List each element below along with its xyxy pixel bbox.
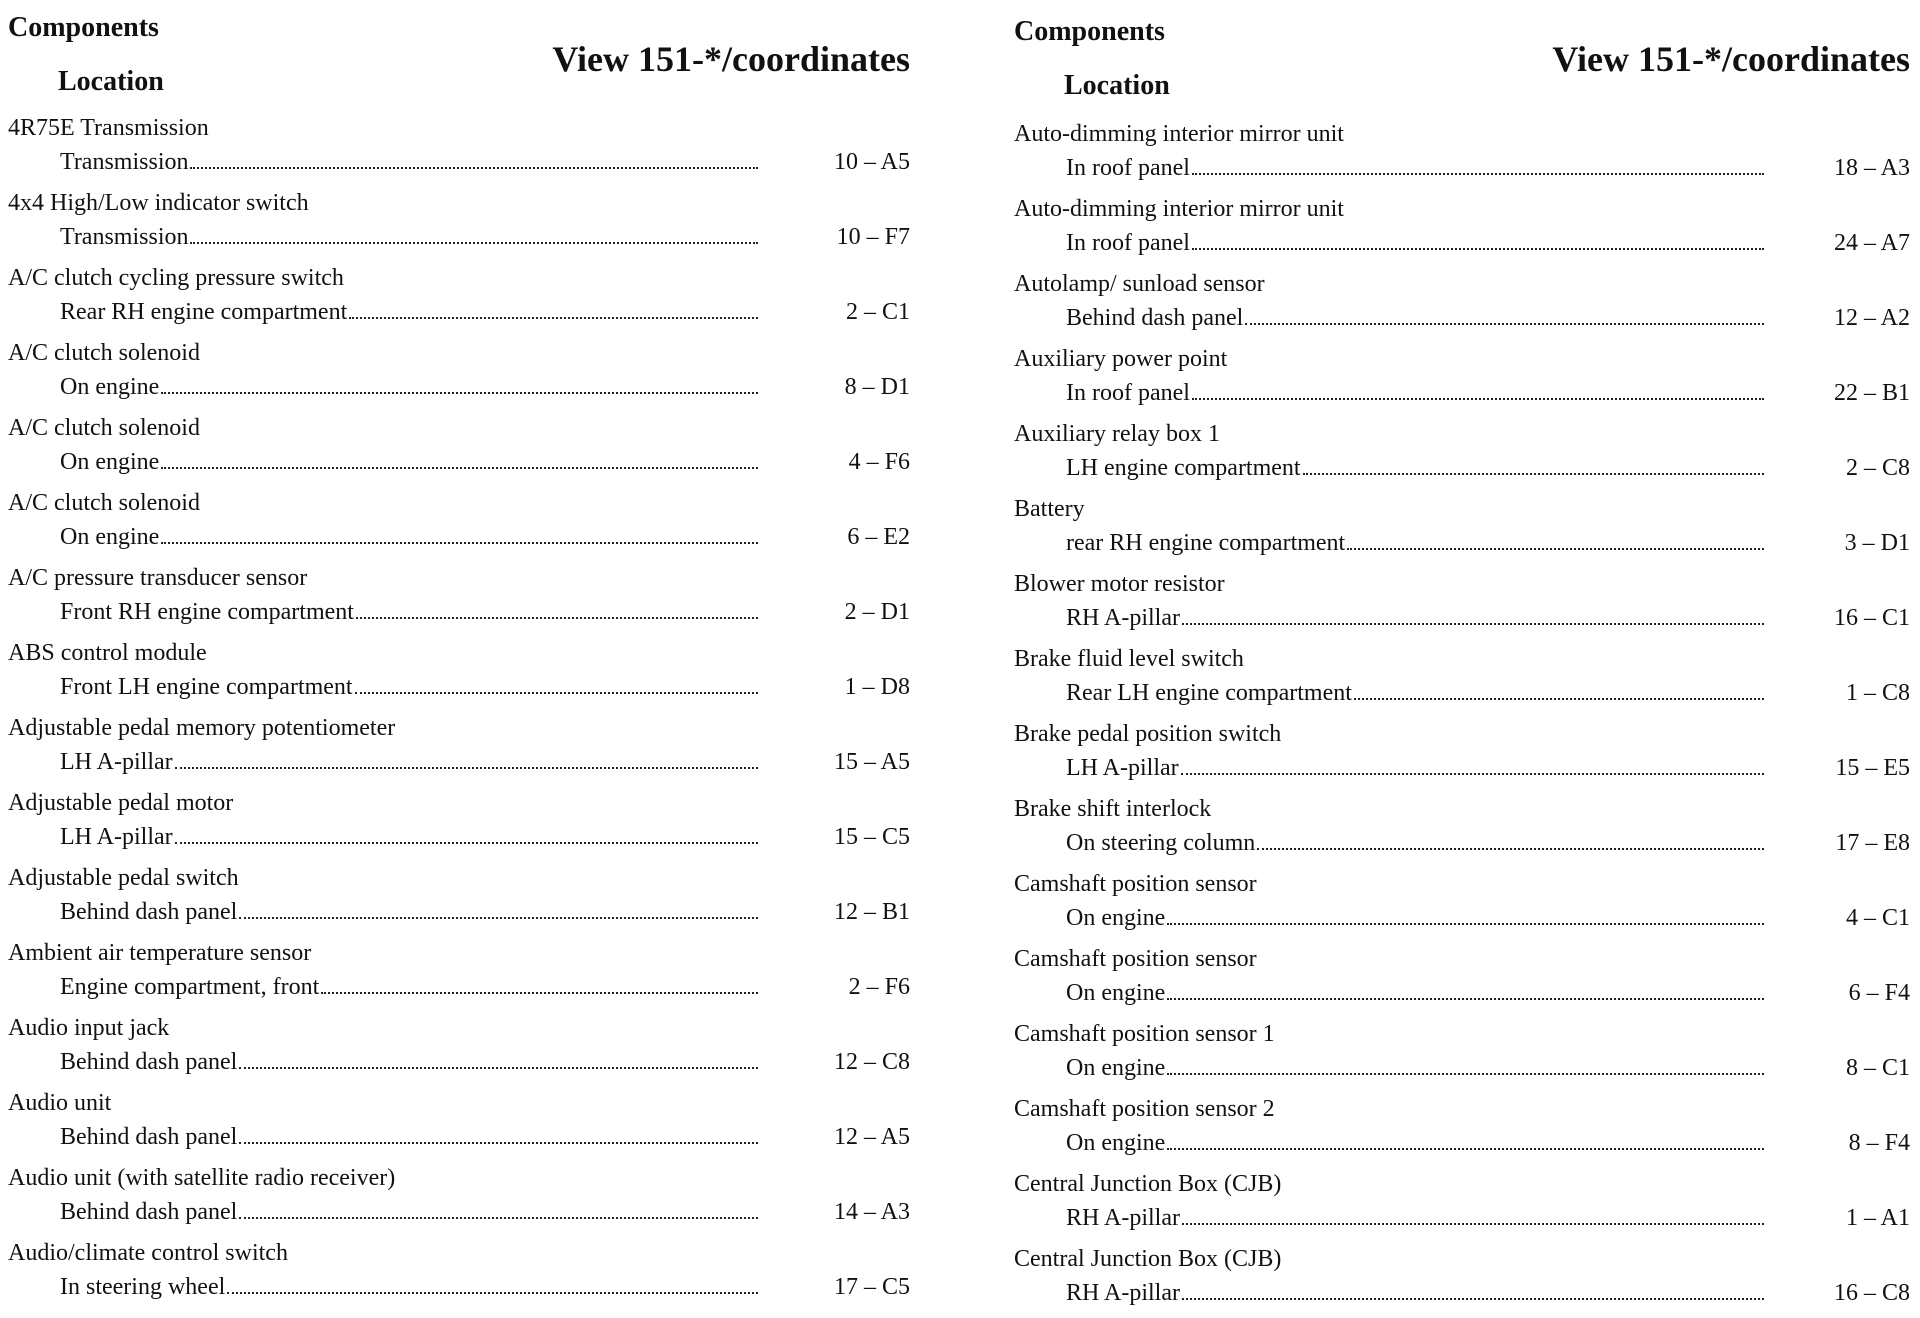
location-line [1066,1202,1766,1234]
component-name: Audio unit (with satellite radio receiver) [8,1165,396,1191]
dot-leader [1192,173,1764,175]
component-name: Central Junction Box (CJB) [1014,1171,1282,1197]
component-entry [1000,343,1920,418]
location-line [60,1121,760,1153]
component-location: On engine [1066,980,1166,1006]
location-line [60,296,760,328]
component-location: Front RH engine compartment [60,599,354,625]
component-name: Auto-dimming interior mirror unit [1014,196,1344,222]
component-entry [0,112,920,187]
dot-leader [1167,1073,1764,1075]
component-location: Rear RH engine compartment [60,299,348,325]
component-name: 4x4 High/Low indicator switch [8,190,309,216]
dot-leader [1192,398,1764,400]
component-location: In roof panel [1066,155,1190,181]
component-entry [1000,868,1920,943]
dot-leader [239,917,758,919]
component-location: LH engine compartment [1066,455,1301,481]
component-list [0,112,920,1312]
component-coordinates: 2 – C8 [1845,455,1910,481]
component-coordinates: 12 – B1 [833,899,910,925]
component-location: Behind dash panel [1066,305,1244,331]
dot-leader [1167,923,1764,925]
components-heading: Components [8,12,159,43]
location-line [60,446,760,478]
component-coordinates: 17 – C5 [833,1274,910,1300]
dot-leader [239,1067,758,1069]
component-location: RH A-pillar [1066,605,1180,631]
component-entry [1000,1018,1920,1093]
component-entry [1000,643,1920,718]
component-name: Central Junction Box (CJB) [1014,1246,1282,1272]
component-name: Adjustable pedal switch [8,865,239,891]
component-name: 4R75E Transmission [8,115,209,141]
dot-leader [1181,773,1764,775]
right-column [1000,0,1920,1312]
dot-leader [349,317,758,319]
location-line [60,1046,760,1078]
component-name: Audio unit [8,1090,112,1116]
component-coordinates: 1 – A1 [1845,1205,1910,1231]
component-entry [0,187,920,262]
component-coordinates: 24 – A7 [1833,230,1910,256]
component-name: Brake pedal position switch [1014,721,1282,747]
component-entry [1000,193,1920,268]
component-entry [0,262,920,337]
component-coordinates: 17 – E8 [1835,830,1910,856]
component-coordinates: 6 – E2 [847,524,910,550]
component-entry [0,787,920,862]
component-location: On engine [1066,905,1166,931]
component-name: Autolamp/ sunload sensor [1014,271,1265,297]
dot-leader [321,992,758,994]
component-coordinates: 16 – C1 [1833,605,1910,631]
component-coordinates: 14 – A3 [833,1199,910,1225]
component-location: In roof panel [1066,230,1190,256]
component-location: Front LH engine compartment [60,674,353,700]
location-line [1066,902,1766,934]
location-line [1066,1052,1766,1084]
components-heading: Components [1014,16,1165,47]
component-name: Ambient air temperature sensor [8,940,312,966]
dot-leader [355,692,758,694]
component-coordinates: 12 – A2 [1833,305,1910,331]
component-location: On engine [60,374,160,400]
location-line [1066,977,1766,1009]
component-location: Engine compartment, front [60,974,320,1000]
component-coordinates: 4 – F6 [848,449,910,475]
component-name: Camshaft position sensor [1014,946,1257,972]
dot-leader [239,1217,758,1219]
component-entry [1000,1243,1920,1318]
dot-leader [1303,473,1764,475]
dot-leader [1182,1223,1764,1225]
component-location: LH A-pillar [60,824,173,850]
view-coordinates-heading: View 151-*/coordinates [552,39,910,79]
component-coordinates: 2 – C1 [845,299,910,325]
location-line [1066,152,1766,184]
component-name: A/C clutch cycling pressure switch [8,265,344,291]
component-entry [0,1162,920,1237]
dot-leader [356,617,758,619]
component-entry [0,712,920,787]
component-entry [0,1237,920,1312]
component-entry [1000,268,1920,343]
component-entry [1000,943,1920,1018]
location-line [1066,227,1766,259]
location-line [60,671,760,703]
component-coordinates: 2 – F6 [848,974,910,1000]
component-location: LH A-pillar [1066,755,1179,781]
component-name: A/C pressure transducer sensor [8,565,308,591]
component-name: Battery [1014,496,1085,522]
location-line [1066,1277,1766,1309]
component-coordinates: 10 – F7 [836,224,910,250]
dot-leader [175,767,758,769]
component-entry [1000,568,1920,643]
component-name: A/C clutch solenoid [8,340,200,366]
location-line [1066,677,1766,709]
location-line [1066,452,1766,484]
component-location: Transmission [60,149,189,175]
component-coordinates: 1 – C8 [1845,680,1910,706]
component-coordinates: 12 – C8 [833,1049,910,1075]
location-heading: Location [58,66,164,97]
component-entry [1000,118,1920,193]
location-line [60,521,760,553]
component-location: On engine [1066,1130,1166,1156]
component-name: A/C clutch solenoid [8,415,200,441]
component-location: rear RH engine compartment [1066,530,1346,556]
dot-leader [1257,848,1764,850]
dot-leader [190,167,758,169]
component-location: Behind dash panel [60,1124,238,1150]
dot-leader [1347,548,1764,550]
component-entry [0,337,920,412]
location-line [60,746,760,778]
component-coordinates: 15 – A5 [833,749,910,775]
component-name: Brake shift interlock [1014,796,1212,822]
component-name: Brake fluid level switch [1014,646,1244,672]
component-entry [1000,1093,1920,1168]
location-line [1066,302,1766,334]
dot-leader [1167,998,1764,1000]
component-name: Camshaft position sensor 2 [1014,1096,1275,1122]
component-name: Camshaft position sensor 1 [1014,1021,1275,1047]
left-column [0,0,920,1312]
component-entry [0,1012,920,1087]
component-name: Blower motor resistor [1014,571,1225,597]
component-entry [1000,493,1920,568]
component-coordinates: 10 – A5 [833,149,910,175]
component-entry [1000,1168,1920,1243]
location-line [60,1271,760,1303]
location-line [60,971,760,1003]
component-location: In steering wheel [60,1274,226,1300]
dot-leader [1182,1298,1764,1300]
component-coordinates: 8 – C1 [1845,1055,1910,1081]
dot-leader [175,842,758,844]
component-coordinates: 12 – A5 [833,1124,910,1150]
dot-leader [1167,1148,1764,1150]
component-entry [0,1087,920,1162]
component-location: Rear LH engine compartment [1066,680,1352,706]
component-coordinates: 6 – F4 [1848,980,1910,1006]
location-line [60,596,760,628]
component-name: Adjustable pedal memory potentiometer [8,715,396,741]
dot-leader [161,392,758,394]
component-name: ABS control module [8,640,207,666]
component-entry [0,487,920,562]
location-line [60,146,760,178]
location-line [60,221,760,253]
location-line [1066,377,1766,409]
component-location: On steering column [1066,830,1256,856]
component-coordinates: 8 – D1 [844,374,910,400]
dot-leader [161,542,758,544]
location-line [60,1196,760,1228]
component-name: Camshaft position sensor [1014,871,1257,897]
component-entry [0,562,920,637]
location-line [1066,1127,1766,1159]
component-entry [0,412,920,487]
location-line [60,821,760,853]
component-entry [0,637,920,712]
component-entry [0,862,920,937]
location-line [1066,827,1766,859]
location-line [1066,527,1766,559]
component-coordinates: 15 – E5 [1835,755,1910,781]
component-name: Audio input jack [8,1015,170,1041]
location-line [60,371,760,403]
component-coordinates: 15 – C5 [833,824,910,850]
component-location: RH A-pillar [1066,1280,1180,1306]
component-location: RH A-pillar [1066,1205,1180,1231]
dot-leader [1245,323,1764,325]
component-name: Auto-dimming interior mirror unit [1014,121,1344,147]
dot-leader [190,242,758,244]
component-location: Transmission [60,224,189,250]
component-location: On engine [60,524,160,550]
component-coordinates: 3 – D1 [1844,530,1910,556]
dot-leader [1192,248,1764,250]
dot-leader [227,1292,758,1294]
component-location: In roof panel [1066,380,1190,406]
component-name: Auxiliary power point [1014,346,1228,372]
component-coordinates: 22 – B1 [1833,380,1910,406]
component-name: Audio/climate control switch [8,1240,288,1266]
view-coordinates-heading: View 151-*/coordinates [1552,39,1910,79]
component-entry [1000,793,1920,868]
component-location: Behind dash panel [60,1049,238,1075]
component-location: LH A-pillar [60,749,173,775]
dot-leader [1182,623,1764,625]
component-coordinates: 2 – D1 [844,599,910,625]
component-entry [1000,718,1920,793]
component-coordinates: 4 – C1 [1845,905,1910,931]
component-entry [0,937,920,1012]
location-heading: Location [1064,70,1170,101]
component-coordinates: 8 – F4 [1848,1130,1910,1156]
component-name: A/C clutch solenoid [8,490,200,516]
component-location: Behind dash panel [60,899,238,925]
location-line [1066,602,1766,634]
component-entry [1000,418,1920,493]
component-coordinates: 16 – C8 [1833,1280,1910,1306]
component-name: Adjustable pedal motor [8,790,234,816]
component-location: On engine [1066,1055,1166,1081]
component-coordinates: 18 – A3 [1833,155,1910,181]
location-line [1066,752,1766,784]
dot-leader [1354,698,1764,700]
component-list [1000,118,1920,1318]
location-line [60,896,760,928]
component-coordinates: 1 – D8 [844,674,910,700]
component-location: On engine [60,449,160,475]
component-name: Auxiliary relay box 1 [1014,421,1220,447]
component-location: Behind dash panel [60,1199,238,1225]
dot-leader [239,1142,758,1144]
dot-leader [161,467,758,469]
